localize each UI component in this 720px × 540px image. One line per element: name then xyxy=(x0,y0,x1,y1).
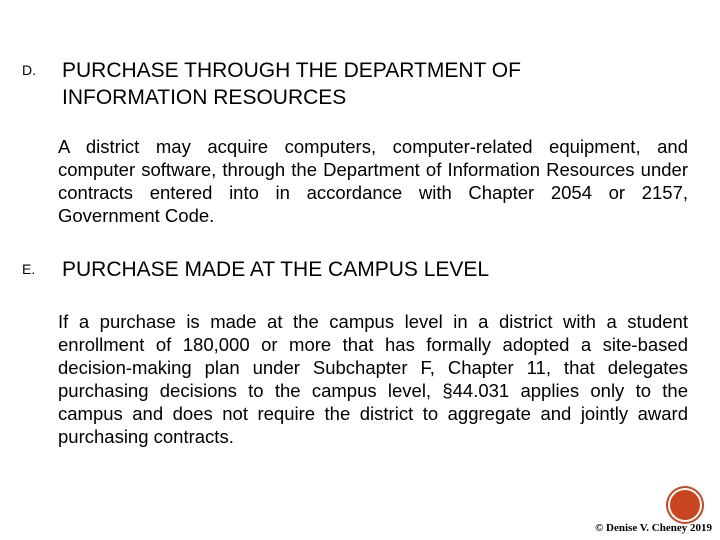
section-d-heading xyxy=(22,57,690,111)
copyright-notice: © Denise V. Cheney 2019 xyxy=(595,522,712,534)
section-e-body: If a purchase is made at the campus level in a district with a student enrollment of 180,000 or more that has formally adopted a site-based decision-making plan under Subchapter F, Chapter 11, that delegates purchasing decisions to the campus level, §44.031 applies only to the campus and does not require the district to aggregate and jointly award purchasing contracts. xyxy=(58,311,688,447)
section-e-heading xyxy=(22,256,690,283)
section-e-title: PURCHASE MADE AT THE CAMPUS LEVEL xyxy=(62,258,490,281)
section-e-marker: E. xyxy=(22,261,36,277)
circle-seal-icon xyxy=(670,490,700,520)
section-d-title-line2: INFORMATION RESOURCES xyxy=(62,86,347,109)
section-d-title-line1: PURCHASE THROUGH THE DEPARTMENT OF xyxy=(62,59,521,82)
section-d-marker: D. xyxy=(22,62,36,78)
section-d-body: A district may acquire computers, computer-related equipment, and computer software, through the Department of Information Resources under contracts entered into in accordance with Chapter 2054 or 2157, Government Code. xyxy=(58,136,688,226)
